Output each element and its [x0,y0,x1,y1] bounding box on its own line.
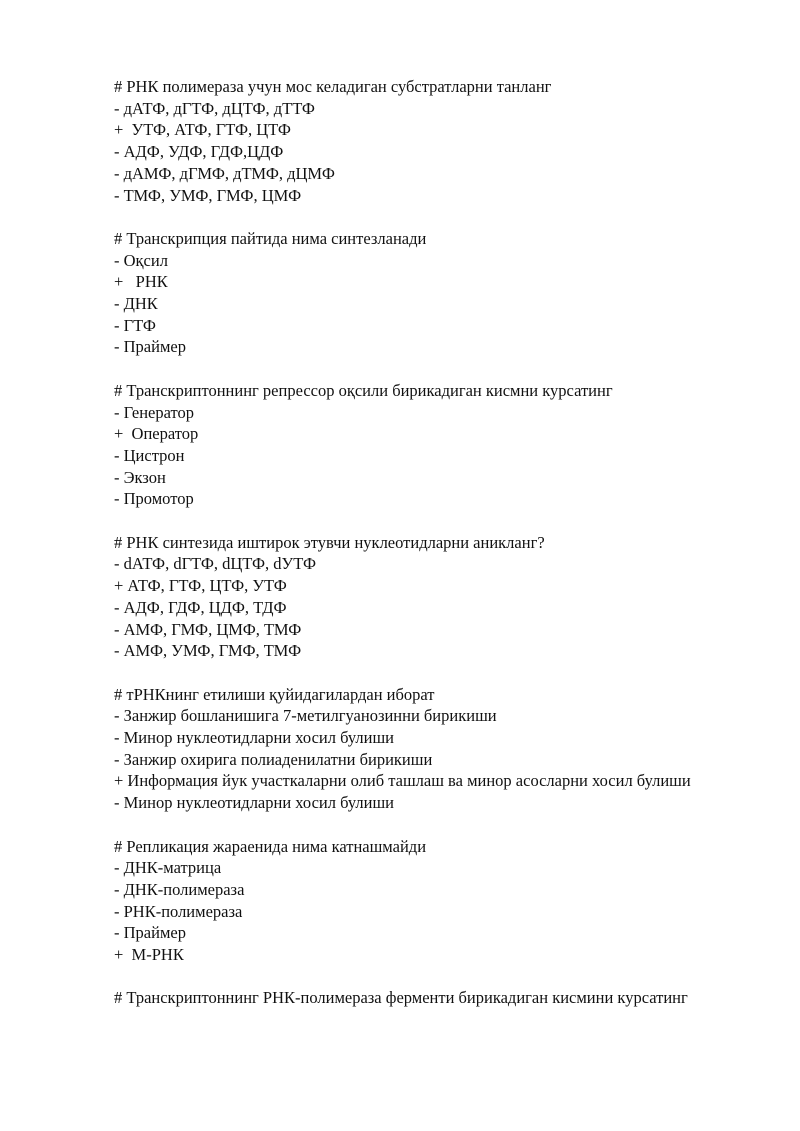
question-text: # РНК полимераза учун мос келадиган субстратларни танланг [114,77,552,96]
answer-option: - Экзон [114,467,166,487]
answer-option: - Минор нуклеотидларни хосил булиши [114,728,394,748]
question-block-2 [114,228,714,358]
answer-option: - Занжир охирига полиаденилатни бирикиши [114,749,433,769]
answer-option-correct: + Оператор [114,424,199,444]
answer-option: - ДНК [114,294,158,314]
question-block-7 [114,987,714,1009]
answer-option: - ГТФ [114,315,156,335]
answer-option: - ДНК-полимераза [114,879,245,899]
question-block-4 [114,532,714,662]
answer-option: - АДФ, ГДФ, ЦДФ, ТДФ [114,597,287,617]
answer-option: - РНК-полимераза [114,901,243,921]
answer-option-correct: + АТФ, ГТФ, ЦТФ, УТФ [114,576,287,596]
answer-option: - Цистрон [114,445,185,465]
question-text: # тРНКнинг етилиши қуйидагилардан иборат [114,684,435,704]
answer-option: - дАМФ, дГМФ, дТМФ, дЦМФ [114,163,335,183]
document-page [114,76,714,1031]
answer-option-correct: + Информация йук участкаларни олиб ташлаш ва минор асосларни хосил булиши [114,771,691,791]
answer-option: - дАТФ, дГТФ, дЦТФ, дТТФ [114,98,315,118]
answer-option: - ДНК-матрица [114,858,222,878]
answer-option: - Праймер [114,337,186,357]
question-text: # Репликация жараенида нима катнашмайди [114,836,427,856]
answer-option: - АМФ, УМФ, ГМФ, ТМФ [114,641,302,661]
answer-option-correct: + УТФ, АТФ, ГТФ, ЦТФ [114,120,291,140]
answer-option-correct: + РНК [114,272,168,292]
answer-option-correct: + М-РНК [114,945,184,965]
answer-option: - dАТФ, dГТФ, dЦТФ, dУТФ [114,554,316,574]
answer-option: - Оқсил [114,250,168,270]
answer-option: - Праймер [114,923,186,943]
question-block-3 [114,380,714,510]
question-text: # Транскриптоннинг РНК-полимераза ферменти бирикадиган кисмини курсатинг [114,988,688,1008]
answer-option: - Промотор [114,489,194,509]
question-block-1 [114,76,714,206]
question-text: # Транскрипция пайтида нима синтезланади [114,228,427,248]
question-block-6 [114,836,714,966]
answer-option: - Минор нуклеотидларни хосил булиши [114,793,394,813]
answer-option: - АМФ, ГМФ, ЦМФ, ТМФ [114,619,302,639]
answer-option: - Генератор [114,402,195,422]
answer-option: - Занжир бошланишига 7-метилгуанозинни бирикиши [114,706,497,726]
answer-option: - ТМФ, УМФ, ГМФ, ЦМФ [114,185,302,205]
question-text: # РНК синтезида иштирок этувчи нуклеотидларни аникланг? [114,532,545,552]
question-text: # Транскриптоннинг репрессор оқсили бирикадиган кисмни курсатинг [114,380,613,400]
answer-option: - АДФ, УДФ, ГДФ,ЦДФ [114,142,284,162]
question-block-5 [114,684,714,814]
